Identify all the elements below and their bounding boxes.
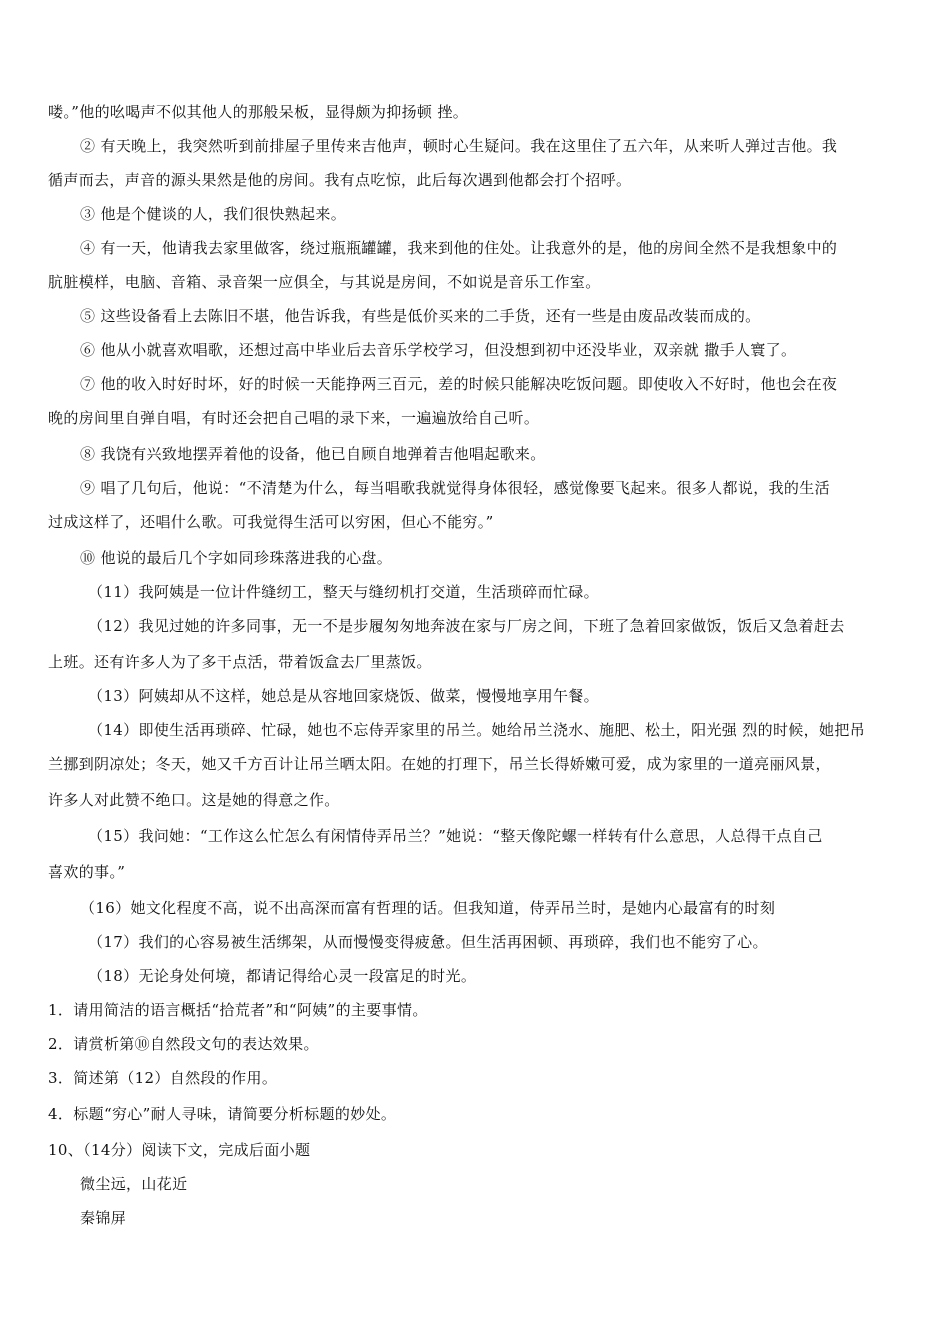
next-passage-title: 微尘远，山花近	[80, 1175, 188, 1193]
paragraph-4-line-2: 肮脏模样，电脑、音箱、录音架一应俱全，与其说是房间，不如说是音乐工作室。	[48, 273, 601, 291]
paragraph-2-line-2: 循声而去，声音的源头果然是他的房间。我有点吃惊，此后每次遇到他都会打个招呼。	[48, 171, 632, 189]
paragraph-15-line-1: （15）我问她：“工作这么忙怎么有闲情侍弄吊兰？”她说：“整天像陀螺一样转有什么意思，人总得干点自己	[88, 827, 823, 845]
paragraph-16: （16）她文化程度不高，说不出高深而富有哲理的话。但我知道，侍弄吊兰时，是她内心最富有的时刻	[80, 899, 776, 917]
question-1: 1．请用简洁的语言概括“拾荒者”和“阿姨”的主要事情。	[48, 1001, 428, 1019]
question-4: 4．标题“穷心”耐人寻味，请简要分析标题的妙处。	[48, 1105, 397, 1123]
question-10-heading: 10、（14分）阅读下文，完成后面小题	[48, 1141, 311, 1159]
paragraph-7-line-2: 晚的房间里自弹自唱，有时还会把自己唱的录下来，一遍遍放给自己听。	[48, 409, 540, 427]
paragraph-12-line-1: （12）我见过她的许多同事，无一不是步履匆匆地奔波在家与厂房之间，下班了急着回家做饭，饭后又急着赶去	[88, 617, 845, 635]
next-passage-author: 秦锦屏	[80, 1209, 127, 1227]
paragraph-4-line-1: ④ 有一天，他请我去家里做客，绕过瓶瓶罐罐，我来到他的住处。让我意外的是，他的房间全然不是我想象中的	[80, 239, 838, 257]
paragraph-15-line-2: 喜欢的事。”	[48, 863, 126, 881]
paragraph-10: ⑩ 他说的最后几个字如同珍珠落进我的心盘。	[80, 549, 393, 567]
paragraph-3: ③ 他是个健谈的人，我们很快熟起来。	[80, 205, 347, 223]
paragraph-9-line-1: ⑨ 唱了几句后，他说：“不清楚为什么，每当唱歌我就觉得身体很轻，感觉像要飞起来。很多人都说，我的生活	[80, 479, 830, 497]
paragraph-2-line-1: ② 有天晚上，我突然听到前排屋子里传来吉他声，顿时心生疑问。我在这里住了五六年，从来听人弹过吉他。我	[80, 137, 838, 155]
paragraph-14-line-3: 许多人对此赞不绝口。这是她的得意之作。	[48, 791, 340, 809]
paragraph-14-line-1: （14）即使生活再琐碎、忙碌，她也不忘侍弄家里的吊兰。她给吊兰浇水、施肥、松土，阳光强 烈的时候，她把吊	[88, 721, 866, 739]
paragraph-18: （18）无论身处何境，都请记得给心灵一段富足的时光。	[88, 967, 477, 985]
paragraph-13: （13）阿姨却从不这样，她总是从容地回家烧饭、做菜，慢慢地享用午餐。	[88, 687, 599, 705]
question-3: 3．简述第（12）自然段的作用。	[48, 1069, 278, 1087]
text-line: 喽。”他的吆喝声不似其他人的那般呆板，显得颇为抑扬顿 挫。	[48, 103, 469, 121]
paragraph-7-line-1: ⑦ 他的收入时好时坏，好的时候一天能挣两三百元，差的时候只能解决吃饭问题。即使收入不好时，他也会在夜	[80, 375, 838, 393]
paragraph-17: （17）我们的心容易被生活绑架，从而慢慢变得疲惫。但生活再困顿、再琐碎，我们也不能穷了心。	[88, 933, 768, 951]
paragraph-8: ⑧ 我饶有兴致地摆弄着他的设备，他已自顾自地弹着吉他唱起歌来。	[80, 445, 546, 463]
paragraph-9-line-2: 过成这样了，还唱什么歌。可我觉得生活可以穷困，但心不能穷。”	[48, 513, 494, 531]
paragraph-6: ⑥ 他从小就喜欢唱歌，还想过高中毕业后去音乐学校学习，但没想到初中还没毕业，双亲就 撒手人寰了。	[80, 341, 797, 359]
paragraph-12-line-2: 上班。还有许多人为了多干点活，带着饭盒去厂里蒸饭。	[48, 653, 432, 671]
paragraph-11: （11）我阿姨是一位计件缝纫工，整天与缝纫机打交道，生活琐碎而忙碌。	[88, 583, 599, 601]
paragraph-5: ⑤ 这些设备看上去陈旧不堪，他告诉我，有些是低价买来的二手货，还有一些是由废品改装而成的。	[80, 307, 761, 325]
question-2: 2．请赏析第⑩自然段文句的表达效果。	[48, 1035, 319, 1053]
paragraph-14-line-2: 兰挪到阴凉处；冬天，她又千方百计让吊兰晒太阳。在她的打理下，吊兰长得娇嫩可爱，成为家里的一道亮丽风景，	[48, 755, 831, 773]
